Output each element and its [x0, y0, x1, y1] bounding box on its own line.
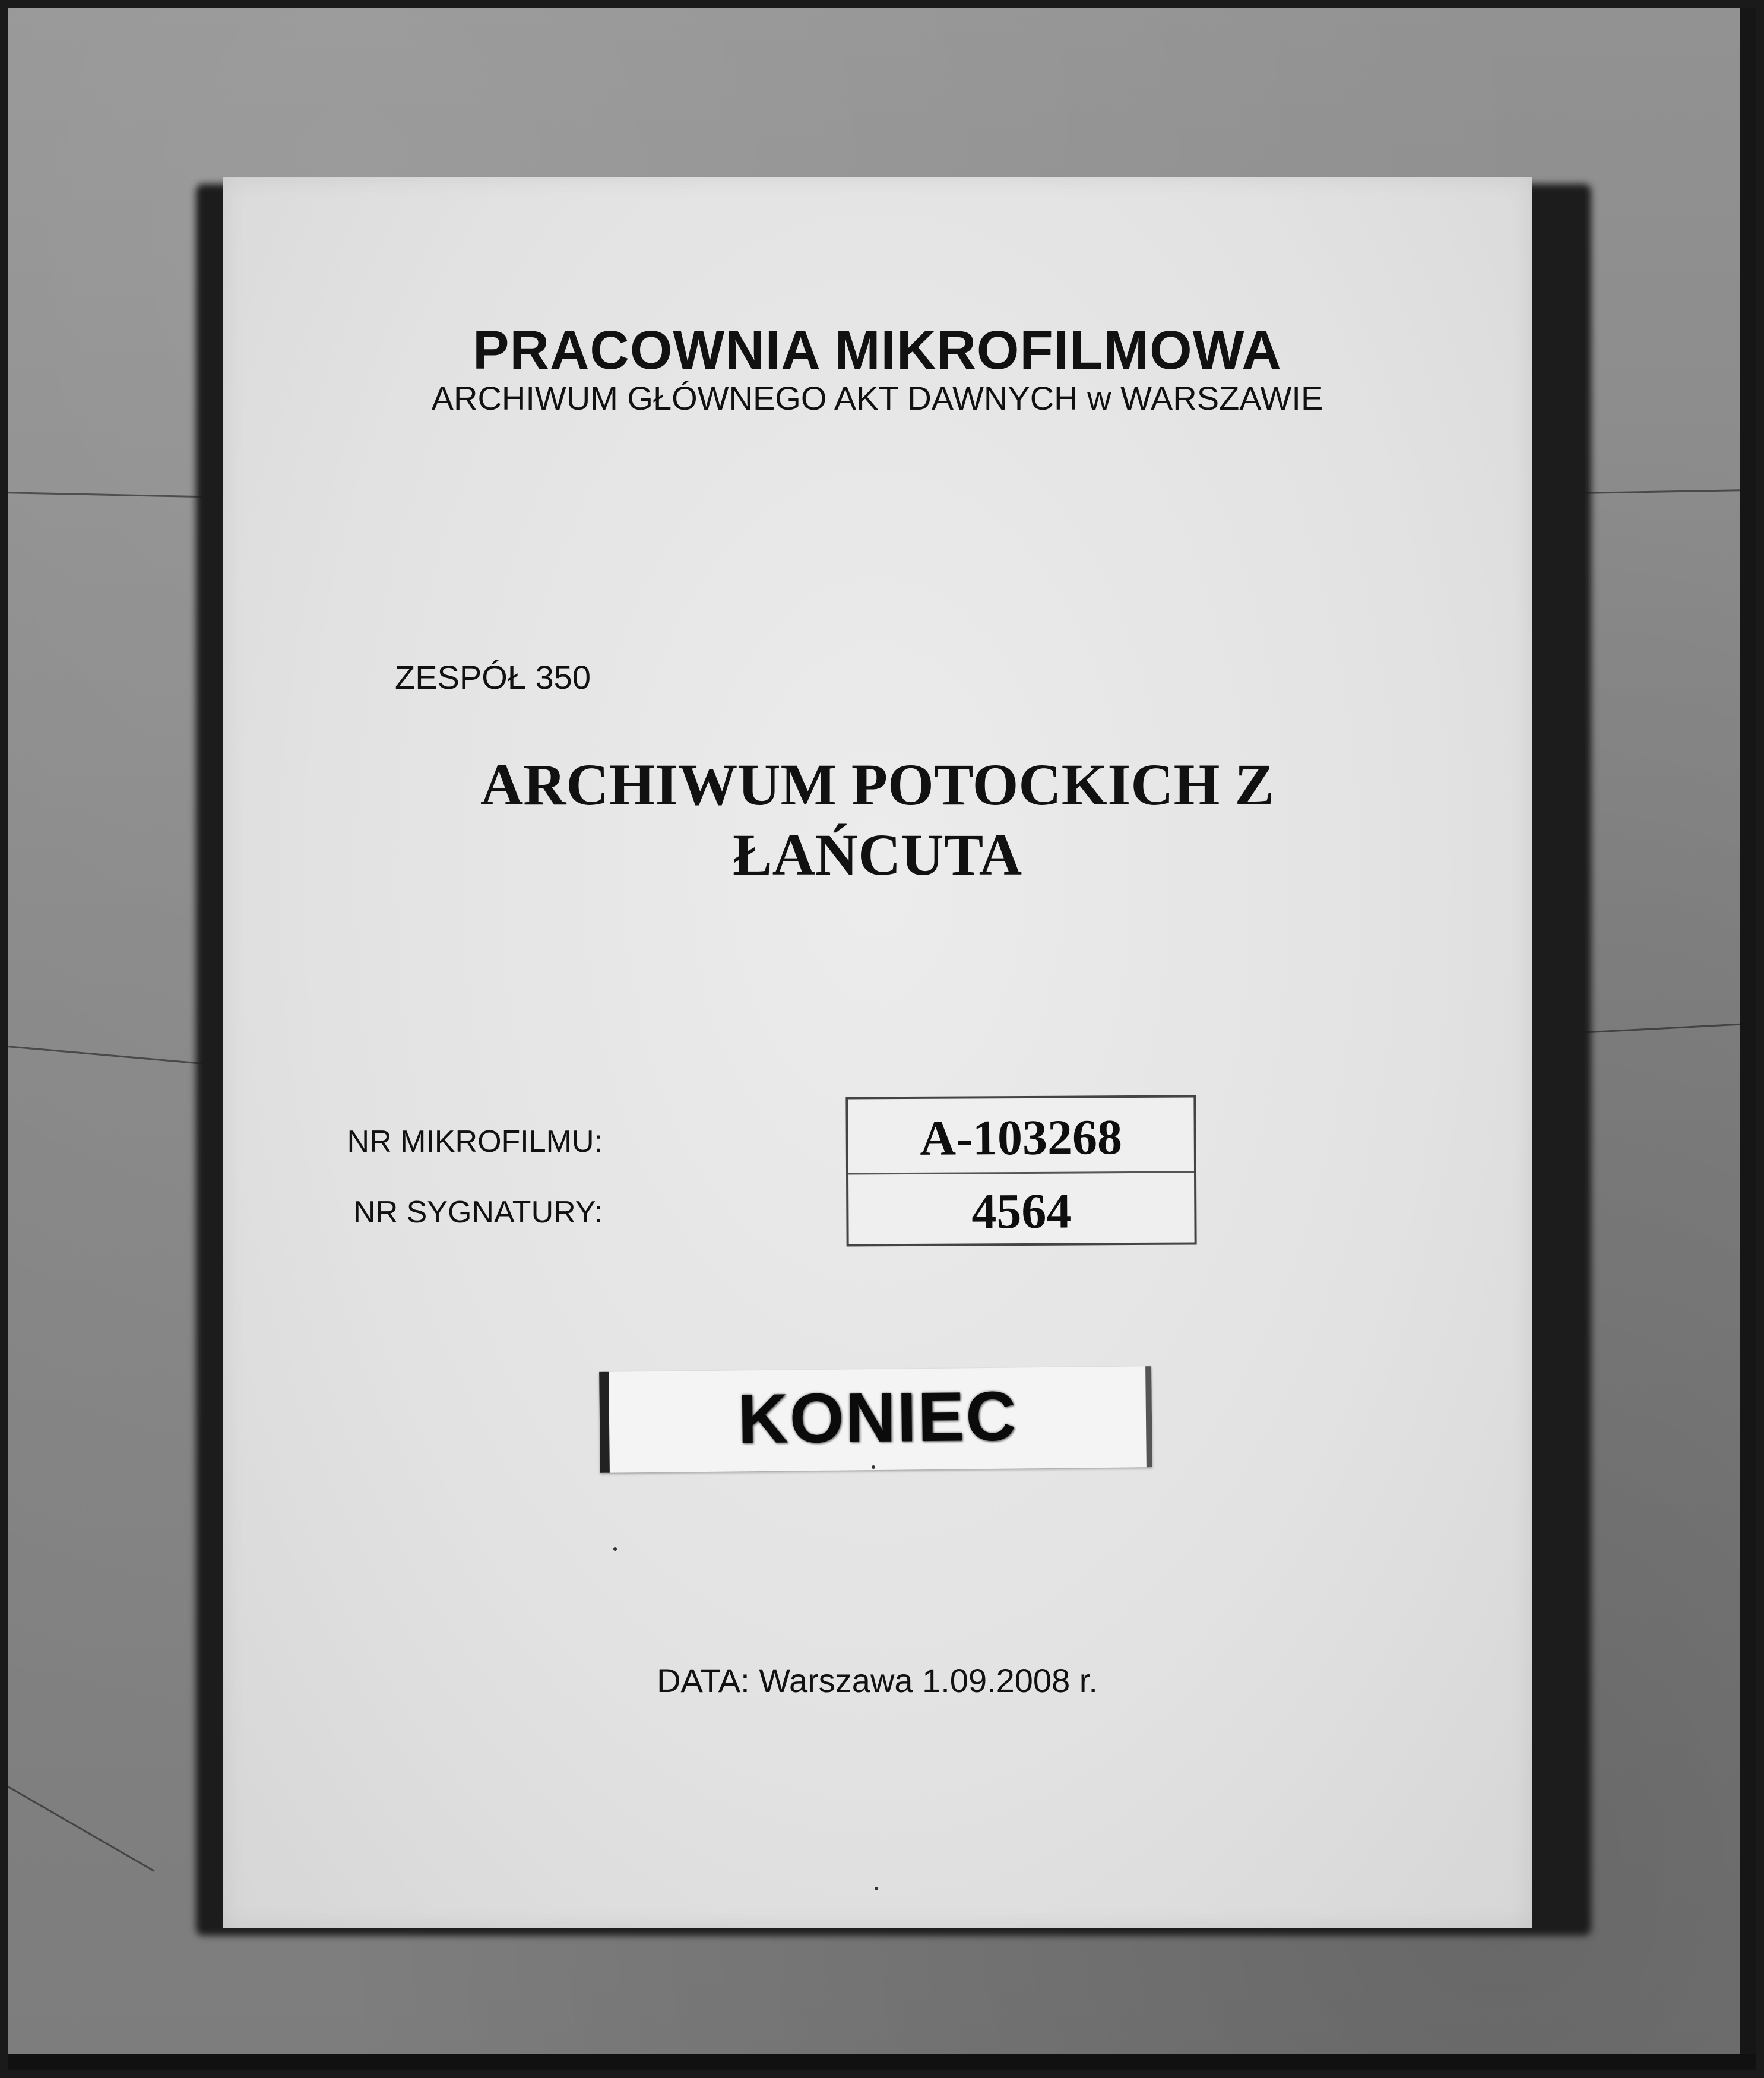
- fond-number: ZESPÓŁ 350: [395, 658, 591, 696]
- film-edge-right: [1740, 0, 1764, 2078]
- film-scratch: [0, 1045, 225, 1066]
- date-line: DATA: Warszawa 1.09.2008 r.: [657, 1662, 1098, 1699]
- dust-speck: [872, 1465, 875, 1469]
- fond-name-line-1: ARCHIWUM POTOCKICH Z: [480, 752, 1275, 818]
- film-scratch: [0, 492, 202, 498]
- signature-number-label: NR SYGNATURY:: [353, 1195, 603, 1230]
- header-subtitle: ARCHIWUM GŁÓWNEGO AKT DAWNYCH w WARSZAWIE: [431, 379, 1323, 417]
- microfilm-number-value: A-103268: [920, 1110, 1123, 1166]
- number-box-divider: [848, 1171, 1194, 1174]
- microfilm-title-sheet: [223, 177, 1532, 1928]
- end-stamp: [599, 1366, 1152, 1473]
- header-title: PRACOWNIA MIKROFILMOWA: [473, 320, 1282, 381]
- film-edge-bottom: [0, 2054, 1764, 2078]
- dust-speck: [613, 1547, 617, 1551]
- microfilm-number-label: NR MIKROFILMU:: [347, 1124, 603, 1159]
- fond-name-line-2: ŁAŃCUTA: [732, 822, 1022, 888]
- film-scratch: [0, 1781, 155, 1872]
- fond-name: [223, 750, 1532, 890]
- signature-number-value: 4564: [971, 1183, 1072, 1240]
- dust-speck: [875, 1887, 878, 1890]
- number-box: [845, 1095, 1196, 1246]
- end-stamp-text: KONIEC: [737, 1377, 1018, 1459]
